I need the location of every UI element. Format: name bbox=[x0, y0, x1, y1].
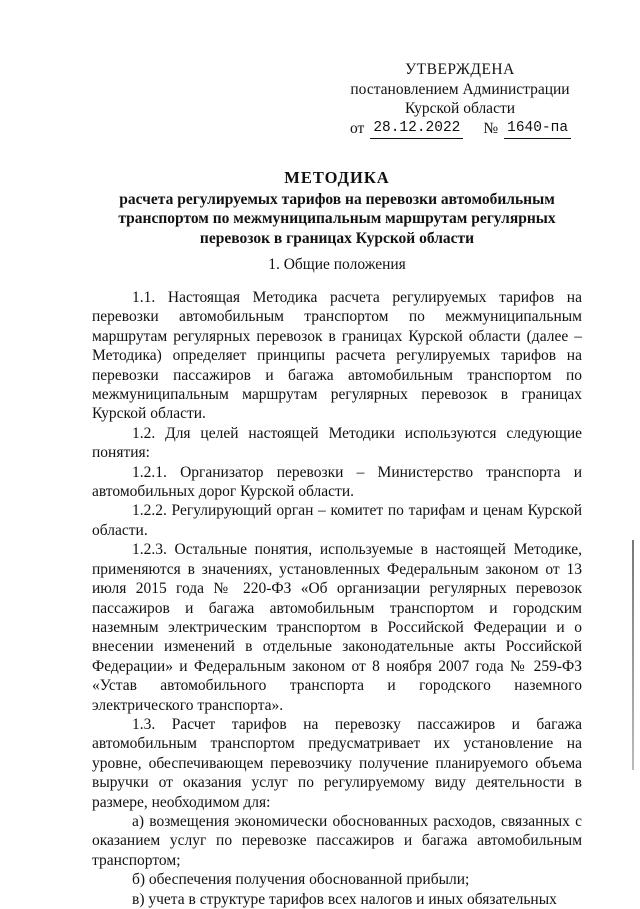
paragraph-1-2: 1.2. Для целей настоящей Методики используются следующие понятия: bbox=[92, 424, 582, 462]
paragraph-1-2-1: 1.2.1. Организатор перевозки – Министерство транспорта и автомобильных дорог Курской области. bbox=[92, 463, 582, 501]
approval-date-line bbox=[330, 119, 590, 140]
paragraph-v: в) учета в структуре тарифов всех налогов и иных обязательных bbox=[132, 890, 557, 908]
body-text bbox=[92, 288, 582, 909]
paragraph-1-2-3: 1.2.3. Остальные понятия, используемые в настоящей Методике, применяются в значениях, установленных Федеральным законом от 13 июля 2015 года № 220-ФЗ «Об организации регулярных перевозок пассажиров и багажа автомобильным транспортом и городским наземным электрическим транспортом в Российской Федерации и о внесении изменений в отдельные законодательные акты Российской Федерации» и Федеральным законом от 8 ноября 2007 года № 259-ФЗ «Устав автомобильного транспорта и городского наземного электрического транспорта». bbox=[92, 541, 582, 714]
approval-date: 28.12.2022 bbox=[370, 119, 463, 140]
document-title bbox=[92, 168, 582, 248]
paragraph-1-3: 1.3. Расчет тарифов на перевозку пассажиров и багажа автомобильным транспортом предусматривает их установление на уровне, обеспечивающем перевозчику получение планируемого объема выручки от оказания услуг по регулируемому виду деятельности в размере, необходимом для: bbox=[92, 715, 582, 811]
date-prefix: от bbox=[350, 119, 365, 137]
title-subtitle: расчета регулируемых тарифов на перевозки автомобильным транспортом по межмуниципальным маршрутам регулярных перевозок в границах Курской области bbox=[118, 190, 556, 247]
approval-stamp bbox=[330, 60, 590, 139]
paragraph-a: а) возмещения экономически обоснованных расходов, связанных с оказанием услуг по перевозке пассажиров и багажа автомобильным транспортом; bbox=[92, 812, 582, 869]
title-main: МЕТОДИКА bbox=[284, 168, 390, 187]
approval-line-1: постановлением Администрации bbox=[350, 80, 570, 98]
paragraph-1-2-2: 1.2.2. Регулирующий орган – комитет по тарифам и ценам Курской области. bbox=[92, 502, 582, 539]
approval-title: УТВЕРЖДЕНА bbox=[405, 61, 515, 78]
section-heading: 1. Общие положения bbox=[268, 256, 406, 273]
paragraph-1-1: 1.1. Настоящая Методика расчета регулируемых тарифов на перевозки автомобильным транспортом по межмуниципальным маршрутам регулярных перевозок в границах Курской области (далее – Методика) определяет принципы расчета регулируемых тарифов на перевозки пассажиров и багажа автомобильным транспортом по межмуниципальным маршрутам регулярных перевозок в границах Курской области. bbox=[92, 289, 582, 423]
approval-line-2: Курской области bbox=[404, 100, 516, 117]
scan-edge-mark bbox=[632, 540, 634, 770]
number-prefix: № bbox=[483, 119, 499, 137]
paragraph-b: б) обеспечения получения обоснованной прибыли; bbox=[132, 871, 470, 889]
approval-number: 1640-па bbox=[504, 119, 571, 140]
